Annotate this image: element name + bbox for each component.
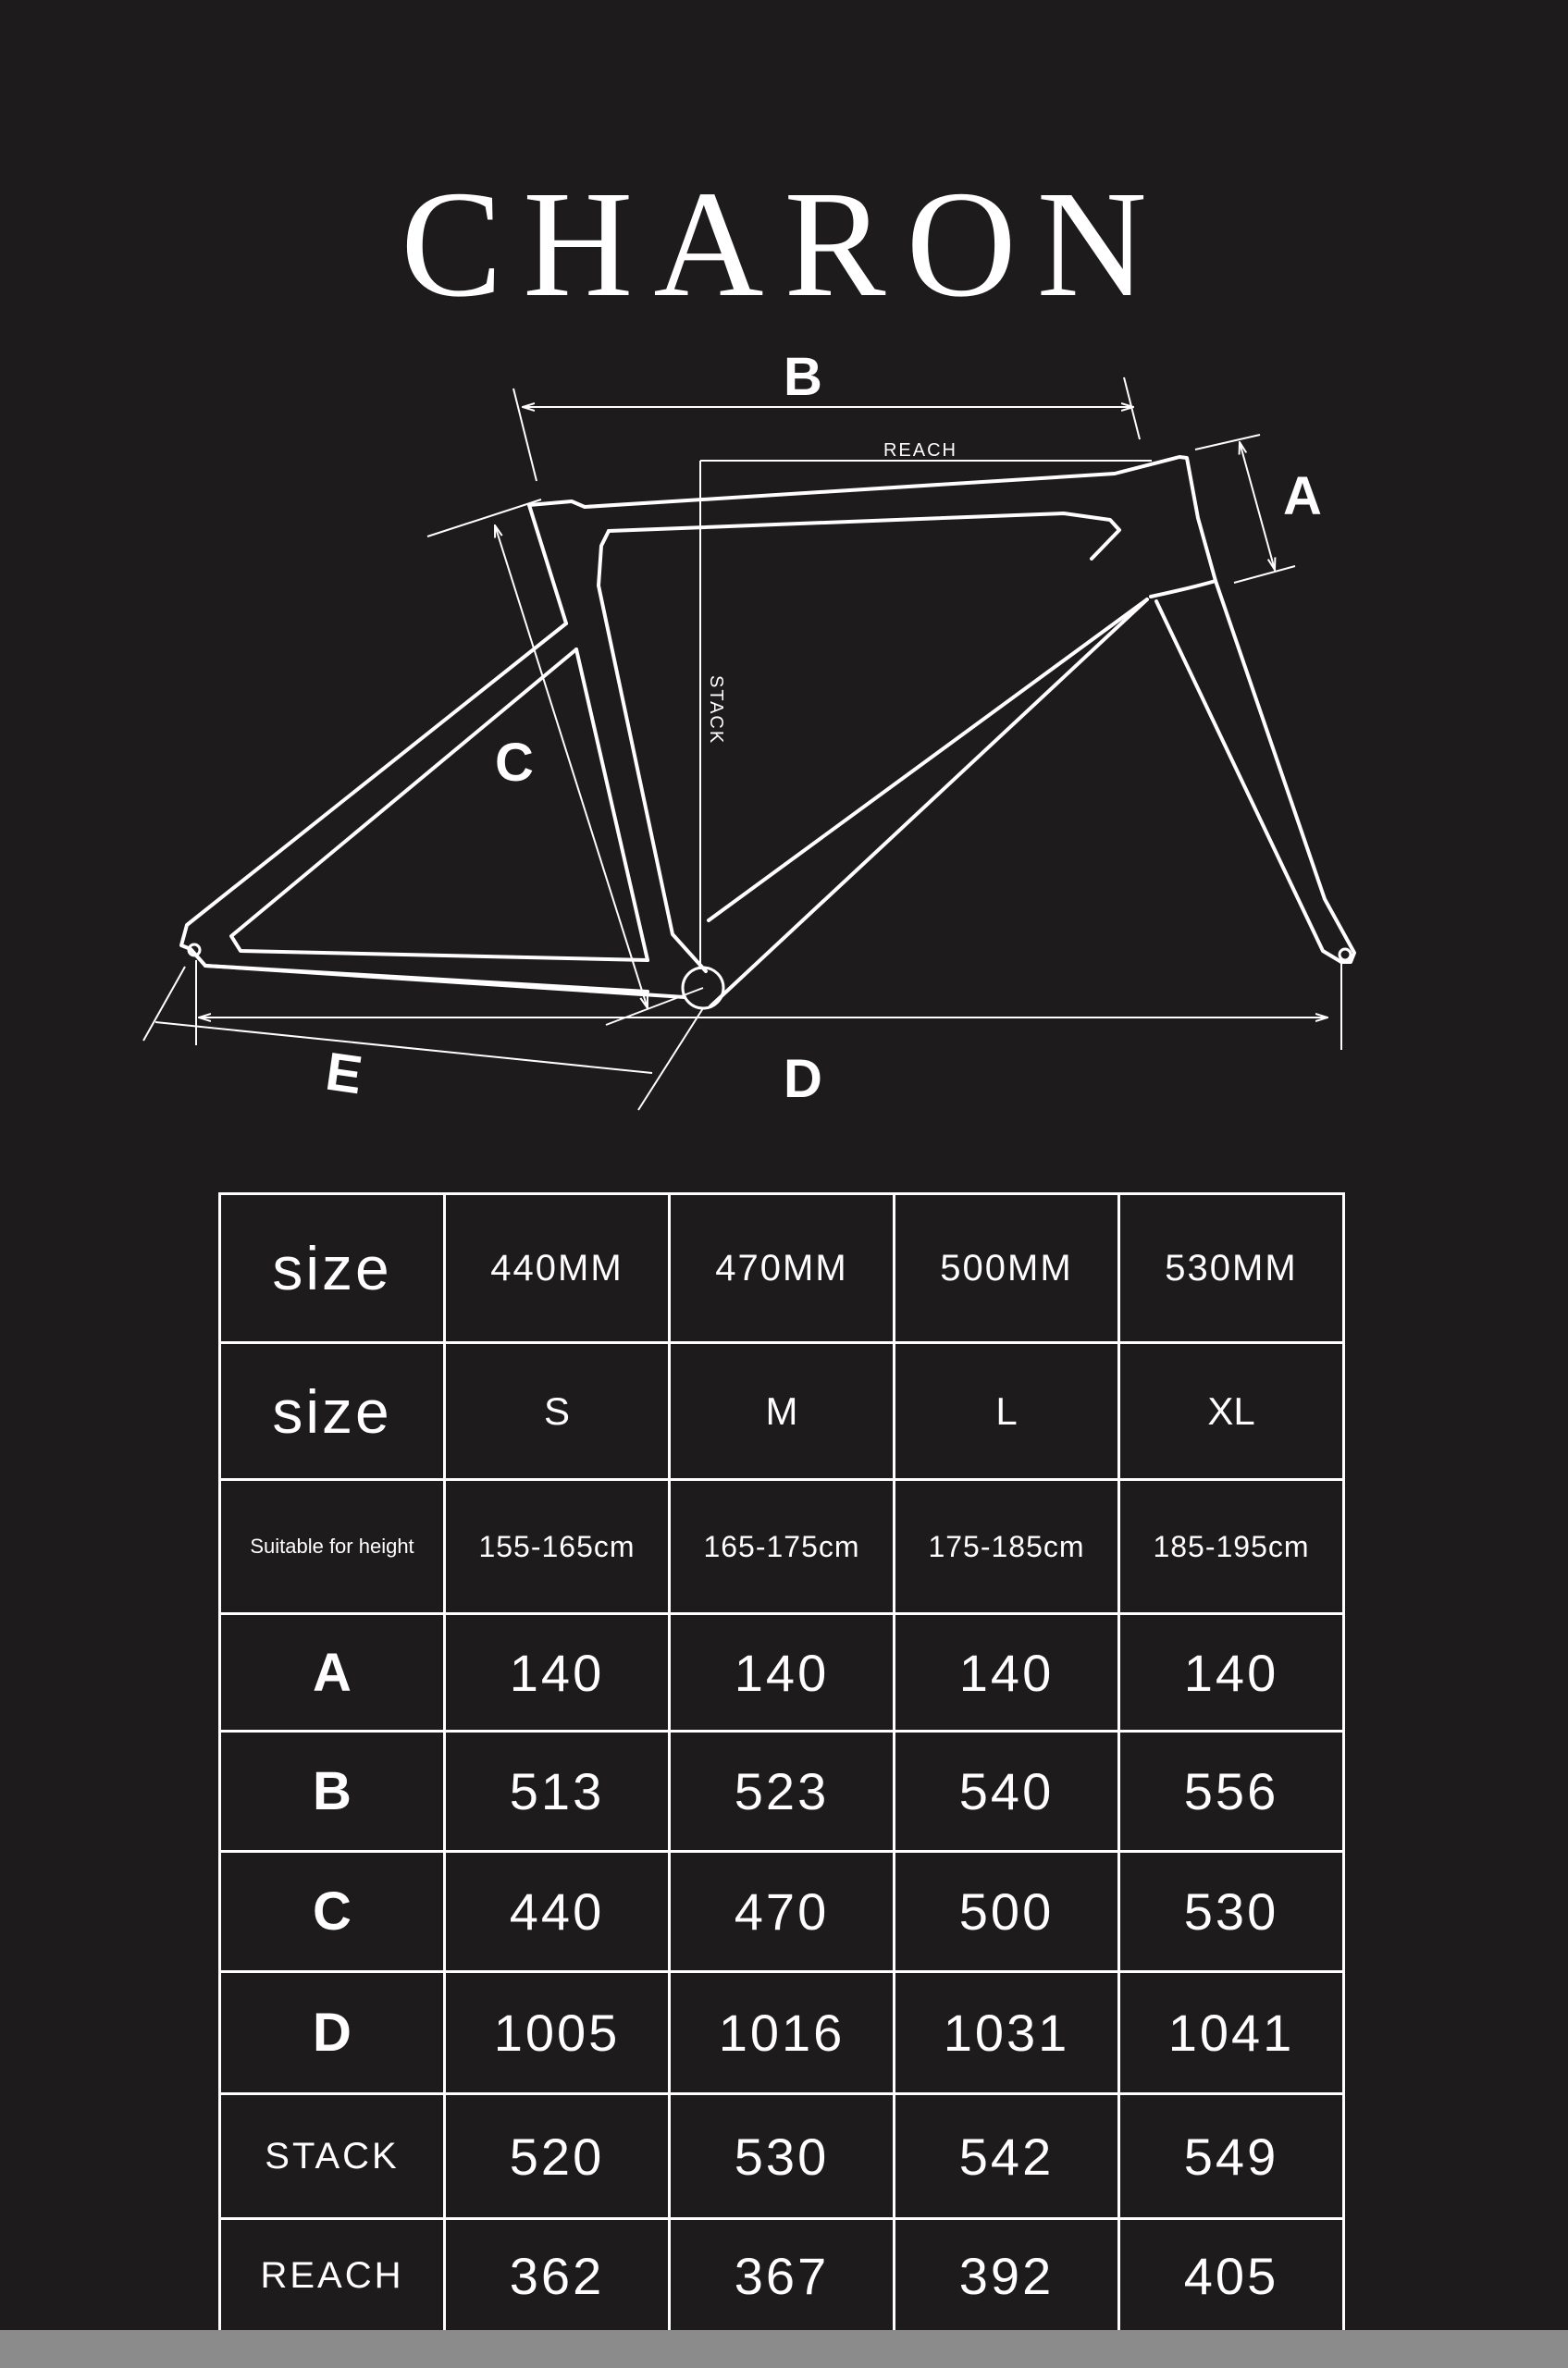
seat-tube-inner-left <box>576 649 648 960</box>
row-label: STACK <box>220 2094 445 2219</box>
table-cell: 500MM <box>895 1194 1119 1343</box>
row-label: size <box>220 1194 445 1343</box>
table-cell: 500 <box>895 1852 1119 1972</box>
row-label: C <box>220 1852 445 1972</box>
table-cell: 540 <box>895 1732 1119 1852</box>
row-label: D <box>220 1972 445 2094</box>
table-cell: 530MM <box>1119 1194 1344 1343</box>
label-e: E <box>322 1041 366 1106</box>
table-row <box>220 1852 1344 1972</box>
table-cell: 520 <box>445 2094 670 2219</box>
head-tube-curve <box>1151 581 1216 597</box>
table-cell: 523 <box>670 1732 895 1852</box>
chain-stay-bottom <box>205 966 685 997</box>
table-cell: 367 <box>670 2219 895 2333</box>
table-cell: M <box>670 1343 895 1480</box>
table-cell: 530 <box>1119 1852 1344 1972</box>
table-cell: 155-165cm <box>445 1480 670 1614</box>
table-cell: 470 <box>670 1852 895 1972</box>
reach-label: REACH <box>883 440 958 461</box>
label-b: B <box>784 347 822 407</box>
table-row <box>220 1732 1344 1852</box>
table-cell: L <box>895 1343 1119 1480</box>
table-cell: 470MM <box>670 1194 895 1343</box>
table-cell: 175-185cm <box>895 1480 1119 1614</box>
seat-tube-left <box>529 505 566 623</box>
table-cell: XL <box>1119 1343 1344 1480</box>
table-cell: 185-195cm <box>1119 1480 1344 1614</box>
table-cell: 392 <box>895 2219 1119 2333</box>
table-cell: 1016 <box>670 1972 895 2094</box>
table-row <box>220 1972 1344 2094</box>
bottom-bar <box>0 2330 1568 2368</box>
table-cell: 440 <box>445 1852 670 1972</box>
fork-back <box>1156 601 1341 962</box>
top-tube-inner <box>609 513 1119 559</box>
seat-stay-outer <box>181 623 648 992</box>
geometry-table <box>218 1192 1345 2334</box>
page-title: CHARON <box>401 158 1167 328</box>
row-label: Suitable for height <box>220 1480 445 1614</box>
row-label: A <box>220 1614 445 1732</box>
frame-geometry-diagram <box>0 0 1568 1147</box>
stack-label: STACK <box>706 675 726 746</box>
table-row <box>220 1480 1344 1614</box>
table-cell: 405 <box>1119 2219 1344 2333</box>
table-cell: 362 <box>445 2219 670 2333</box>
table-cell: 1031 <box>895 1972 1119 2094</box>
down-tube-bottom <box>710 599 1147 1006</box>
table-row <box>220 1194 1344 1343</box>
table-cell: 165-175cm <box>670 1480 895 1614</box>
table-cell: 140 <box>445 1614 670 1732</box>
table-row <box>220 2094 1344 2219</box>
row-label: REACH <box>220 2219 445 2333</box>
table-row <box>220 1614 1344 1732</box>
table-cell: 140 <box>895 1614 1119 1732</box>
table-cell: 140 <box>670 1614 895 1732</box>
table-cell: 440MM <box>445 1194 670 1343</box>
table-cell: S <box>445 1343 670 1480</box>
label-d: D <box>784 1049 822 1109</box>
table-row <box>220 2219 1344 2333</box>
label-a: A <box>1283 466 1322 526</box>
table-row <box>220 1343 1344 1480</box>
table-cell: 542 <box>895 2094 1119 2219</box>
down-tube-top <box>709 599 1147 920</box>
label-c: C <box>495 733 534 793</box>
table-cell: 513 <box>445 1732 670 1852</box>
row-label: size <box>220 1343 445 1480</box>
table-cell: 140 <box>1119 1614 1344 1732</box>
table-cell: 1005 <box>445 1972 670 2094</box>
table-cell: 556 <box>1119 1732 1344 1852</box>
row-label: B <box>220 1732 445 1852</box>
table-cell: 530 <box>670 2094 895 2219</box>
table-cell: 1041 <box>1119 1972 1344 2094</box>
table-cell: 549 <box>1119 2094 1344 2219</box>
